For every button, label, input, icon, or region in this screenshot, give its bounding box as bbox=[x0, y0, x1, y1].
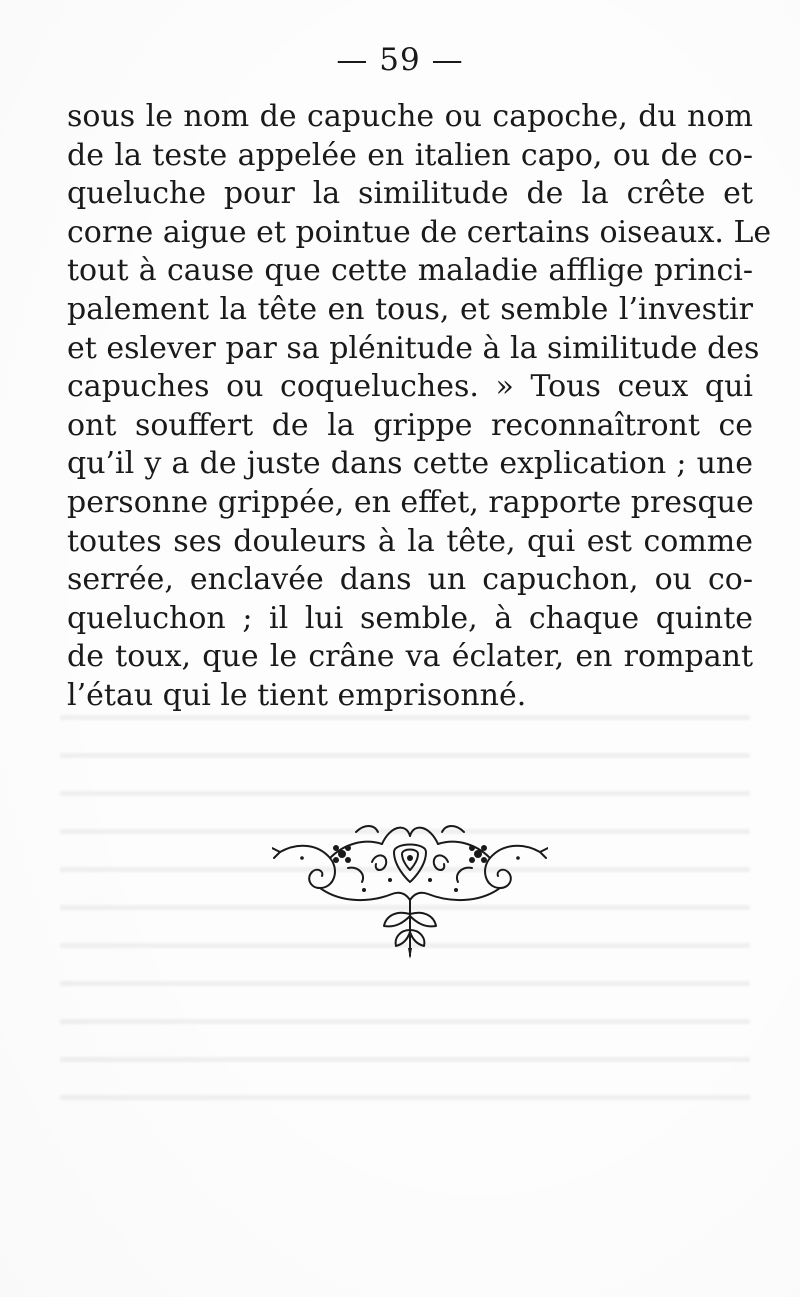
text-line: personne grippée, en effet, rapporte presque bbox=[67, 484, 754, 520]
text-line: de la teste appelée en italien capo, ou de co- bbox=[67, 137, 753, 173]
text-line: ont souffert de la grippe reconnaîtront ce bbox=[67, 407, 753, 443]
text-line: capuches ou coqueluches. » Tous ceux qui bbox=[67, 369, 753, 405]
text-line: palement la tête en tous, et semble l’investir bbox=[67, 291, 753, 327]
text-line: toutes ses douleurs à la tête, qui est comme bbox=[67, 523, 753, 559]
page-number: — 59 — bbox=[336, 42, 464, 78]
text-line: et eslever par sa plénitude à la similitude des bbox=[67, 330, 760, 366]
floral-vignette-icon bbox=[272, 818, 548, 960]
text-line: l’étau qui le tient emprisonné. bbox=[67, 677, 527, 713]
text-line: corne aigue et pointue de certains oiseaux. Le bbox=[67, 214, 772, 250]
text-line: serrée, enclavée dans un capuchon, ou co- bbox=[67, 562, 753, 598]
text-line: tout à cause que cette maladie afflige princi- bbox=[67, 253, 753, 289]
text-line: queluchon ; il lui semble, à chaque quinte bbox=[67, 600, 753, 636]
text-line: de toux, que le crâne va éclater, en rompant bbox=[67, 639, 753, 675]
text-line: qu’il y a de juste dans cette explication ; une bbox=[67, 446, 753, 482]
text-line: sous le nom de capuche ou capoche, du nom bbox=[67, 99, 753, 134]
body-text bbox=[67, 98, 772, 716]
text-line: queluche pour la similitude de la crête et bbox=[67, 176, 753, 212]
